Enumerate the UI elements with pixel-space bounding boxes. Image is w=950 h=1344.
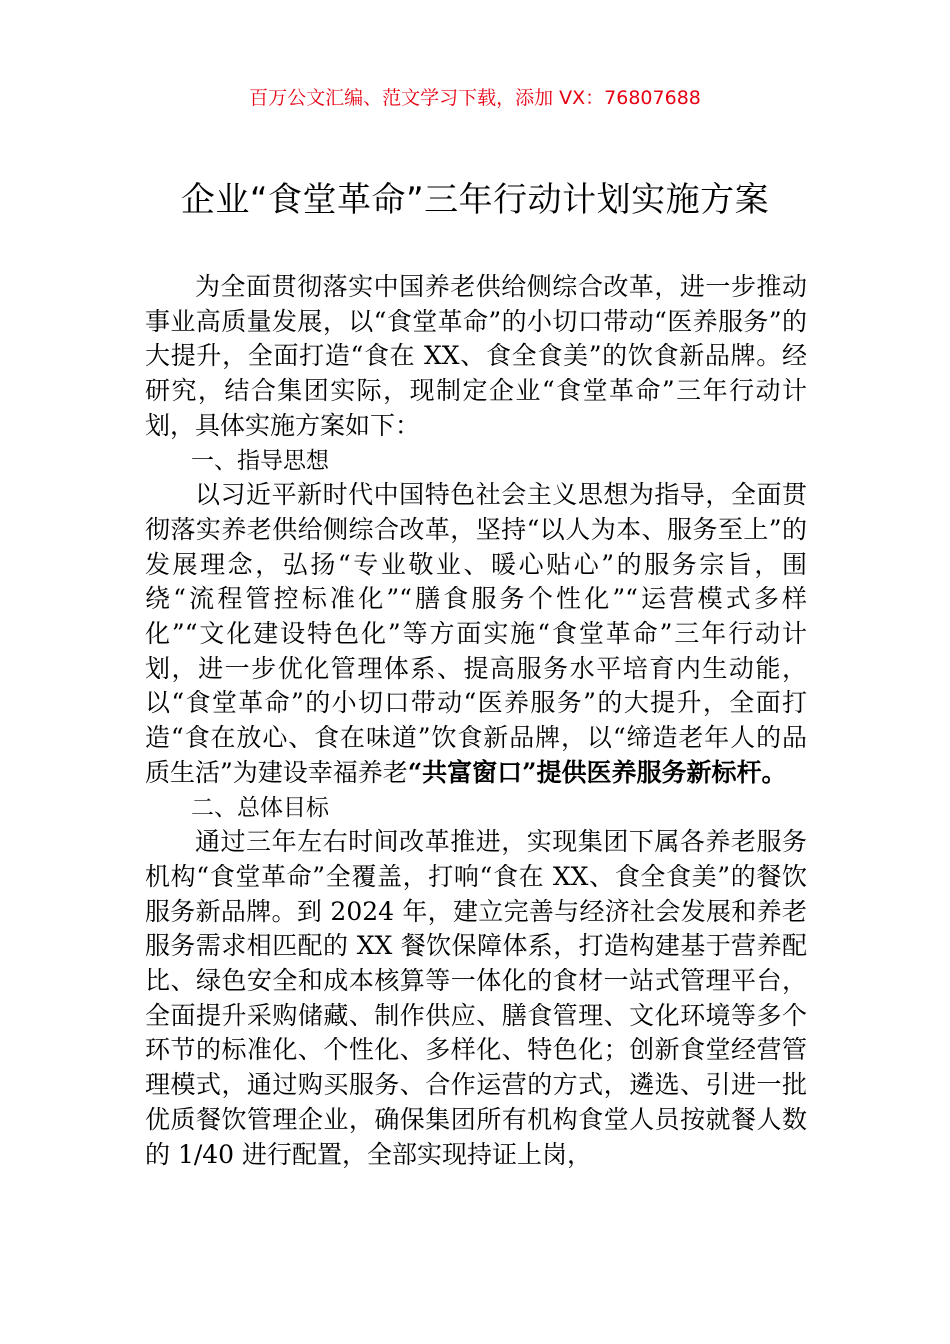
document-body: [145, 270, 807, 1172]
intro-paragraph: 为全面贯彻落实中国养老供给侧综合改革，进一步推动事业高质量发展，以“食堂革命”的小切口带动“医养服务”的大提升，全面打造“食在 XX、食全食美”的饮食新品牌。经研究，结合集团实际，现制定企业“食堂革命”三年行动计划，具体实施方案如下：: [145, 272, 807, 440]
guiding-ideology-text: 以习近平新时代中国特色社会主义思想为指导，全面贯彻落实养老供给侧综合改革，坚持“以人为本、服务至上”的发展理念，弘扬“专业敬业、暖心贴心”的服务宗旨，围绕“流程管控标准化”“膳食服务个性化”“运营模式多样化”“文化建设特色化”等方面实施“食堂革命”三年行动计划，进一步优化管理体系、提高服务水平培育内生动能，以“食堂革命”的小切口带动“医养服务”的大提升，全面打造“食在放心、食在味道”饮食新品牌，以“缔造老年人的品质生活”为建设幸福养老: [145, 480, 807, 787]
section-heading-overall-goals: 二、总体目标: [191, 794, 329, 821]
guiding-ideology-bold-text: “共富窗口”提供医养服务新标杆。: [407, 757, 787, 787]
document-title: 企业“食堂革命”三年行动计划实施方案: [180, 180, 770, 220]
overall-goals-paragraph: 通过三年左右时间改革推进，实现集团下属各养老服务机构“食堂革命”全覆盖，打响“食在 XX、食全食美”的餐饮服务新品牌。到 2024 年，建立完善与经济社会发展和养老服务需求相匹配的 XX 餐饮保障体系，打造构建基于营养配比、绿色安全和成本核算等一体化的食材一站式管理平台，全面提升采购储藏、制作供应、膳食管理、文化环境等多个环节的标准化、个性化、多样化、特色化；创新食堂经营管理模式，通过购买服务、合作运营的方式，遴选、引进一批优质餐饮管理企业，确保集团所有机构食堂人员按就餐人数的 1/40 进行配置，全部实现持证上岗，: [145, 827, 807, 1169]
section-heading-guiding-ideology: 一、指导思想: [191, 447, 329, 474]
header-note: 百万公文汇编、范文学习下载，添加 VX：76807688: [249, 87, 701, 109]
guiding-ideology-paragraph: [145, 478, 807, 790]
